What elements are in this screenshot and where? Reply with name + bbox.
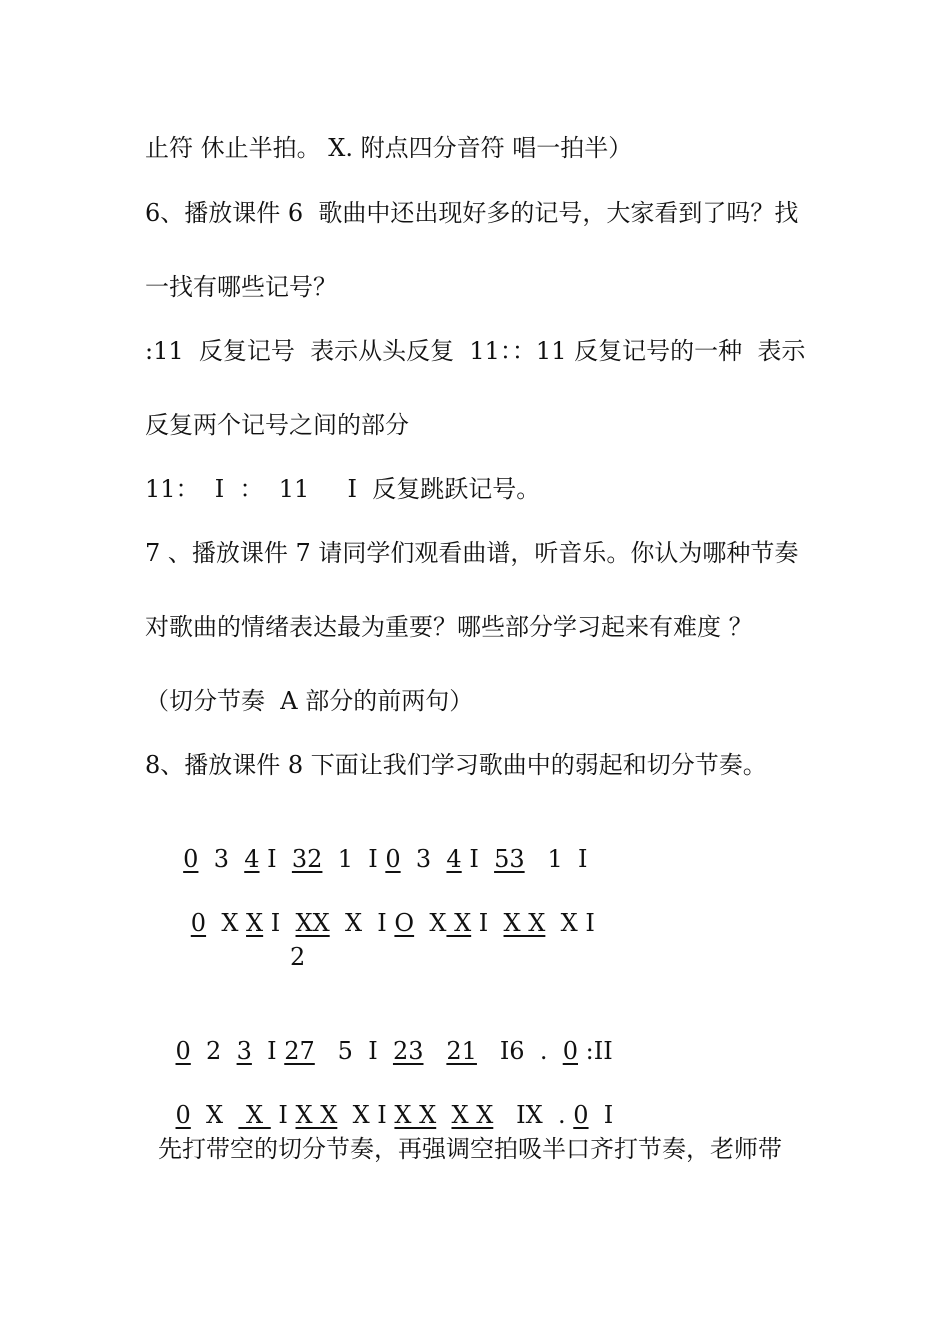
text-line-7: 7 、播放课件 7 请同学们观看曲谱，听音乐。你认为哪种节奏: [145, 539, 799, 567]
text-line-6: 11： I ： 11 I 反复跳跃记号。: [145, 475, 541, 503]
text-line-5: 反复两个记号之间的部分: [145, 411, 409, 439]
score-superscript: 2: [290, 943, 306, 971]
text-line-9: （切分节奏 A 部分的前两句）: [145, 687, 474, 715]
text-line-1: 止符 休止半拍。 X. 附点四分音符 唱一拍半）: [145, 134, 633, 162]
text-line-10: 8、播放课件 8 下面让我们学习歌曲中的弱起和切分节奏。: [145, 751, 767, 779]
text-line-3: 一找有哪些记号？: [145, 273, 337, 301]
text-line-2: 6、播放课件 6 歌曲中还出现好多的记号，大家看到了吗？找: [145, 199, 799, 227]
text-line-8: 对歌曲的情绪表达最为重要？哪些部分学习起来有难度 ？: [145, 613, 753, 641]
score-row-2: 0 2 3 I 27 5 I 23 21 I6 . 0 :II: [175, 1037, 613, 1065]
rhythm-row-2: 0 X X I X X X I X X X X IX . 0 I: [175, 1101, 614, 1129]
rhythm-row-1: 0 X X I XX X I O X X I X X X I: [190, 909, 595, 937]
score-row-1: 0 3 4 I 32 1 I 0 3 4 I 53 1 I: [183, 845, 588, 873]
text-line-16: 先打带空的切分节奏，再强调空拍吸半口齐打节奏，老师带: [158, 1135, 782, 1163]
text-line-4: :11 反复记号 表示从头反复 11：：11 反复记号的一种 表示: [145, 337, 806, 365]
